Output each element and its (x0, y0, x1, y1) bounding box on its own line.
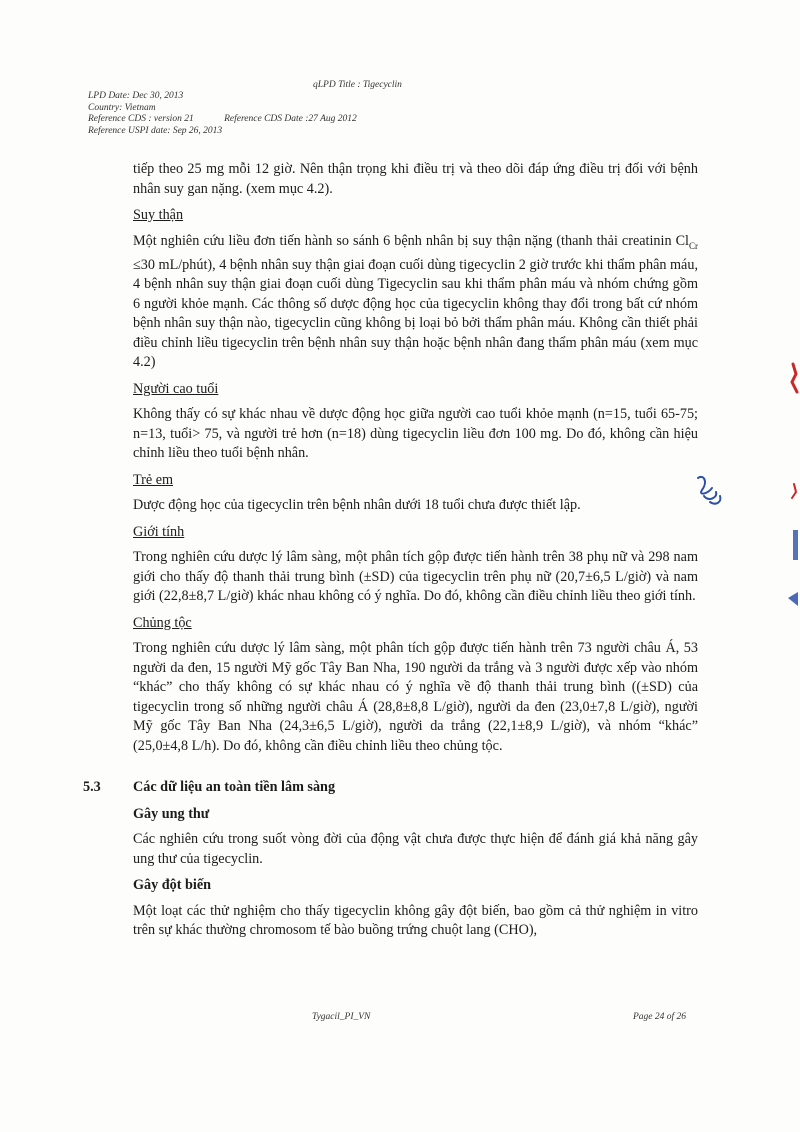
chung-toc-paragraph: Trong nghiên cứu dược lý lâm sàng, một phân tích gộp được tiến hành trên 73 người châu Á, 53 người da đen, 15 người Mỹ gốc Tây Ban Nha, 190 người da trắng và 3 người được xếp vào nhóm “khác” cho thấy không có sự khác nhau có ý nghĩa về độ thanh thải trung bình ((±SD) của tigecyclin trong số những người châu Á (28,8±8,8 L/giờ), người da đen (23,0±7,8 L/giờ), người Mỹ gốc Tây Ban Nha (24,3±6,5 L/giờ), người da trắng (22,1±8,9 L/giờ), và nhóm “khác” (25,0±4,8 L/h). Do đó, không cần điều chỉnh liều theo chủng tộc. (133, 640, 698, 754)
section-number: 5.3 (83, 779, 101, 796)
suy-than-paragraph (133, 232, 698, 373)
heading-nguoi-cao-tuoi: Người cao tuổi (133, 380, 219, 397)
heading-gioi-tinh: Giới tính (133, 523, 185, 540)
heading-tre-em: Trẻ em (133, 471, 174, 488)
red-ink-smudge-lower (788, 482, 800, 500)
clcr-subscript: Cr (689, 240, 698, 251)
header-ref-cds (88, 114, 357, 126)
header-country: Country: Vietnam (88, 102, 156, 113)
tre-em-paragraph: Dược động học của tigecyclin trên bệnh nhân dưới 18 tuổi chưa được thiết lập. (133, 497, 581, 514)
nguoi-cao-tuoi-paragraph: Không thấy có sự khác nhau về dược động học giữa người cao tuổi khỏe mạnh (n=15, tuổi 65-75; n=13, tuổi> 75, và người trẻ hơn (n=18) dùng tigecyclin liều đơn 100 mg. Do đó, không cần hiệu chỉnh liều theo tuổi bệnh nhân. (133, 406, 698, 462)
heading-gay-ung-thu: Gây ung thư (133, 805, 210, 822)
handwritten-initials (690, 472, 730, 512)
suy-than-text-end: ≤30 mL/phút), 4 bệnh nhân suy thận giai đoạn cuối dùng tigecyclin 2 giờ trước khi thẩm phân máu, 4 bệnh nhân suy thận giai đoạn cuối dùng Tigecyclin sau khi thẩm phân máu và nhóm chứng gồm 6 người khỏe mạnh. Các thông số dược động học của tigecyclin không thay đổi trong bất cứ nhóm bệnh nhân suy thận nào, tigecyclin cũng không bị loại bỏ bởi thẩm phân máu. Không cần thiết phải điều chỉnh liều tigecyclin trên bệnh nhân suy thận hoặc bệnh nhân đang thẩm phân máu (xem mục 4.2) (133, 256, 698, 371)
blue-edge-mark-2 (786, 588, 800, 608)
document-body (83, 160, 698, 941)
suy-than-text-start: Một nghiên cứu liều đơn tiến hành so sánh 6 bệnh nhân bị suy thận nặng (thanh thải creatinin Cl (133, 232, 689, 249)
header-ref-cds-date: Reference CDS Date :27 Aug 2012 (224, 114, 357, 124)
heading-chung-toc: Chủng tộc (133, 614, 192, 631)
footer-doc-id: Tygacil_PI_VN (312, 1012, 371, 1022)
gay-ung-thu-paragraph: Các nghiên cứu trong suốt vòng đời của động vật chưa được thực hiện để đánh giá khả năng gây ung thư của tigecyclin. (133, 831, 698, 867)
heading-gay-dot-bien: Gây đột biến (133, 877, 212, 894)
header-ref-uspi: Reference USPI date: Sep 26, 2013 (88, 125, 223, 136)
intro-paragraph: tiếp theo 25 mg mỗi 12 giờ. Nên thận trọng khi điều trị và theo dõi đáp ứng điều trị đối với bệnh nhân suy gan nặng. (xem mục 4.2). (133, 161, 698, 197)
header-ref-cds-version: Reference CDS : version 21 (88, 114, 194, 124)
header-meta (88, 91, 357, 137)
heading-suy-than: Suy thận (133, 207, 184, 223)
footer-page-number: Page 24 of 26 (633, 1012, 687, 1022)
gay-dot-bien-paragraph: Một loạt các thử nghiệm cho thấy tigecyclin không gây đột biến, bao gồm cả thử nghiệm in vitro trên sự khác thường chromosom tế bào buồng trứng chuột lang (CHO), (133, 902, 698, 939)
header-title: qLPD Title : Tigecyclin (313, 80, 402, 90)
gioi-tinh-paragraph: Trong nghiên cứu dược lý lâm sàng, một phân tích gộp được tiến hành trên 38 phụ nữ và 298 nam giới cho thấy độ thanh thải trung bình (±SD) của tigecyclin trên phụ nữ (20,7±6,5 L/giờ) và nam giới (22,8±8,7 L/giờ) khác nhau không có ý nghĩa. Do đó, không cần điều chỉnh liều theo giới tính. (133, 549, 698, 605)
red-ink-smudge-upper (786, 362, 800, 396)
section-5-3-heading (83, 778, 698, 798)
blue-edge-mark-1 (790, 530, 800, 560)
section-title: Các dữ liệu an toàn tiền lâm sàng (133, 779, 336, 796)
header-lpd-date: LPD Date: Dec 30, 2013 (88, 91, 184, 101)
